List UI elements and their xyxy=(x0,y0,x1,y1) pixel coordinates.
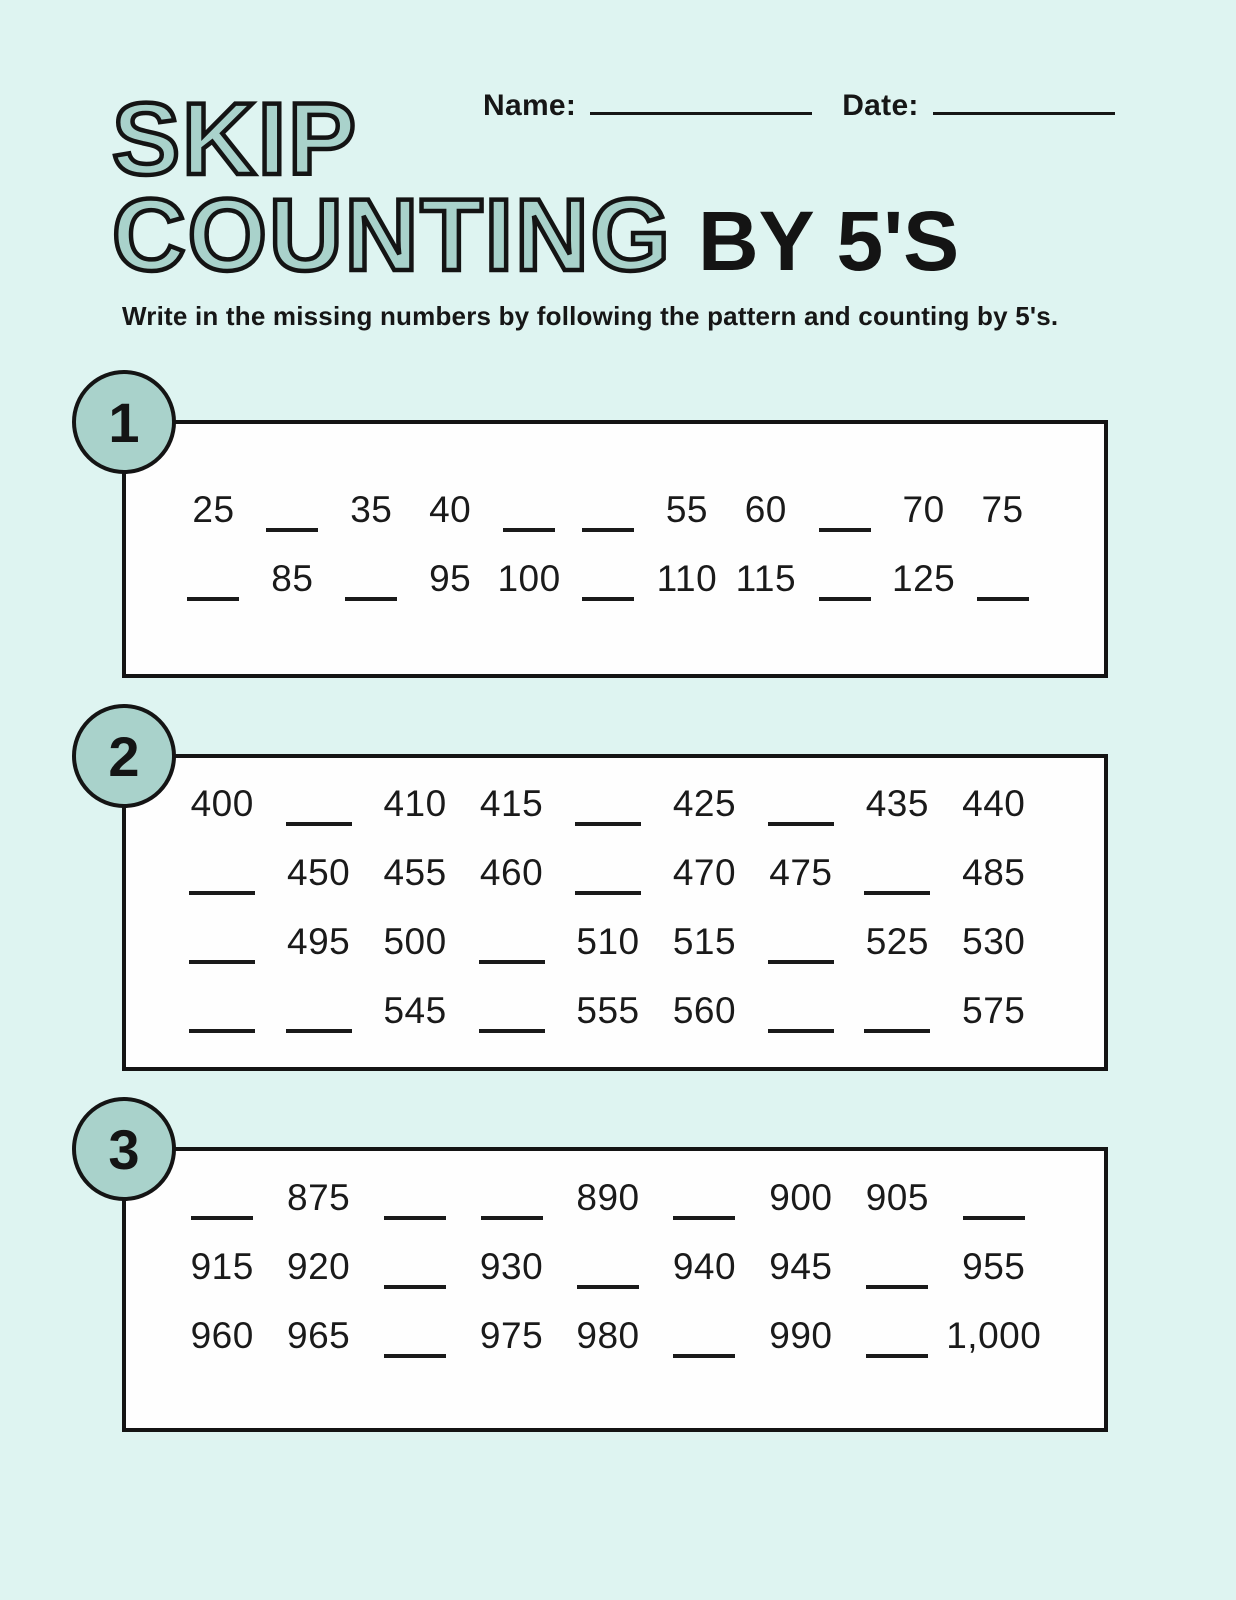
section-number-badge: 2 xyxy=(72,704,176,808)
answer-blank xyxy=(963,1176,1025,1220)
sequence-number: 400 xyxy=(190,783,254,824)
answer-blank xyxy=(286,782,352,826)
sequence-number: 980 xyxy=(576,1315,640,1356)
sequence-number: 460 xyxy=(479,852,544,893)
sequence-number: 915 xyxy=(190,1246,254,1287)
answer-blank xyxy=(577,1245,639,1289)
sequence-number: 560 xyxy=(672,990,737,1031)
answer-blank xyxy=(286,989,352,1033)
sequence-number: 410 xyxy=(383,783,447,824)
sequence-number: 515 xyxy=(672,921,737,962)
sequence-number: 115 xyxy=(735,558,797,599)
sequence-number: 920 xyxy=(287,1246,351,1287)
answer-blank xyxy=(768,989,834,1033)
sequence-number: 990 xyxy=(769,1315,833,1356)
answer-blank xyxy=(384,1176,446,1220)
answer-blank xyxy=(481,1176,543,1220)
answer-blank xyxy=(191,1176,253,1220)
answer-blank xyxy=(582,557,634,601)
worksheet-instructions: Write in the missing numbers by following the pattern and counting by 5's. xyxy=(122,301,1059,331)
sequence-number: 965 xyxy=(287,1315,351,1356)
section-rows xyxy=(126,1151,1104,1428)
sequence-number: 1,000 xyxy=(946,1315,1042,1356)
answer-blank xyxy=(479,920,545,964)
sequence-number: 70 xyxy=(902,489,945,530)
section-rows xyxy=(126,758,1104,1067)
sequence-number: 125 xyxy=(892,558,956,599)
answer-blank xyxy=(384,1245,446,1289)
sequence-number: 485 xyxy=(962,852,1026,893)
sequence-row xyxy=(174,555,1042,603)
section-rows xyxy=(126,424,1104,674)
section-box-1 xyxy=(108,390,1108,678)
date-write-line xyxy=(933,88,1115,115)
sequence-number: 475 xyxy=(769,852,833,893)
sequence-number: 900 xyxy=(769,1177,833,1218)
sequence-row xyxy=(174,918,1042,966)
answer-blank xyxy=(864,851,930,895)
answer-blank xyxy=(189,920,255,964)
sequence-row xyxy=(174,486,1042,534)
sequence-number: 470 xyxy=(672,852,737,893)
answer-blank xyxy=(673,1176,735,1220)
sequence-number: 945 xyxy=(769,1246,833,1287)
sequence-number: 575 xyxy=(962,990,1026,1031)
answer-blank xyxy=(819,557,871,601)
sequence-number: 425 xyxy=(672,783,737,824)
sequence-number: 555 xyxy=(576,990,640,1031)
answer-blank xyxy=(575,851,641,895)
sequence-number: 450 xyxy=(287,852,351,893)
sequence-number: 35 xyxy=(350,489,393,530)
sequence-number: 495 xyxy=(287,921,351,962)
sequence-number: 55 xyxy=(665,489,708,530)
date-label: Date: xyxy=(842,89,919,122)
sequence-number: 440 xyxy=(962,783,1026,824)
answer-blank xyxy=(864,989,930,1033)
sequence-number: 545 xyxy=(383,990,447,1031)
sequence-number: 435 xyxy=(865,783,929,824)
section-box-2 xyxy=(108,724,1108,1071)
sequence-number: 955 xyxy=(962,1246,1026,1287)
answer-blank xyxy=(768,782,834,826)
answer-blank xyxy=(479,989,545,1033)
answer-blank xyxy=(977,557,1029,601)
sequence-number: 25 xyxy=(192,489,235,530)
sequence-number: 960 xyxy=(190,1315,254,1356)
answer-blank xyxy=(819,488,871,532)
worksheet-title xyxy=(112,82,960,292)
sequence-number: 930 xyxy=(479,1246,544,1287)
title-line2-wrap xyxy=(112,177,960,292)
sequence-number: 510 xyxy=(576,921,640,962)
answer-blank xyxy=(266,488,318,532)
title-suffix: BY 5'S xyxy=(697,193,960,288)
section-number-badge: 3 xyxy=(72,1097,176,1201)
sequence-number: 60 xyxy=(744,489,787,530)
title-line2: COUNTING xyxy=(112,177,672,292)
sequence-number: 875 xyxy=(287,1177,351,1218)
answer-blank xyxy=(768,920,834,964)
sequence-number: 975 xyxy=(479,1315,544,1356)
sequence-number: 95 xyxy=(429,558,472,599)
answer-blank xyxy=(189,851,255,895)
section-number-badge: 1 xyxy=(72,370,176,474)
answer-blank xyxy=(866,1314,928,1358)
sequence-row xyxy=(174,780,1042,828)
sequence-number: 100 xyxy=(497,558,561,599)
answer-blank xyxy=(384,1314,446,1358)
sequence-row xyxy=(174,1174,1042,1222)
sequence-number: 85 xyxy=(271,558,314,599)
answer-blank xyxy=(345,557,397,601)
answer-blank xyxy=(582,488,634,532)
sequence-number: 940 xyxy=(672,1246,737,1287)
answer-blank xyxy=(866,1245,928,1289)
sequence-number: 530 xyxy=(962,921,1026,962)
sequence-row xyxy=(174,987,1042,1035)
sequence-number: 110 xyxy=(656,558,718,599)
answer-blank xyxy=(575,782,641,826)
answer-blank xyxy=(503,488,555,532)
sequence-number: 75 xyxy=(981,489,1024,530)
title-line1: SKIP xyxy=(112,82,359,196)
sequence-row xyxy=(174,1243,1042,1291)
sequence-number: 40 xyxy=(429,489,472,530)
answer-blank xyxy=(187,557,239,601)
sequence-number: 890 xyxy=(576,1177,640,1218)
sequence-number: 525 xyxy=(865,921,929,962)
sequence-number: 415 xyxy=(479,783,544,824)
answer-blank xyxy=(673,1314,735,1358)
sequence-number: 500 xyxy=(383,921,447,962)
section-box-3 xyxy=(108,1117,1108,1432)
sequence-number: 905 xyxy=(865,1177,929,1218)
sequence-row xyxy=(174,1312,1042,1360)
name-label: Name: xyxy=(483,89,577,122)
sequence-number: 455 xyxy=(383,852,447,893)
answer-blank xyxy=(189,989,255,1033)
sequence-row xyxy=(174,849,1042,897)
